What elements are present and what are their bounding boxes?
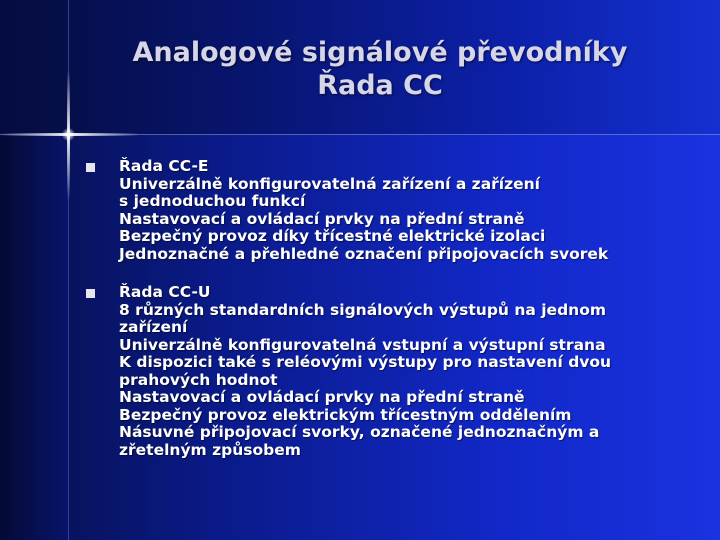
bullet-line: Násuvné připojovací svorky, označené jednoznačným a <box>119 423 600 441</box>
bullet-text <box>119 158 706 263</box>
bullet-item <box>86 284 706 459</box>
bullet-line: Univerzálně konfigurovatelná zařízení a zařízení <box>119 174 540 193</box>
bullet-line: Bezpečný provoz díky třícestné elektrické izolaci <box>119 227 546 245</box>
bullet-line: Řada CC-U <box>119 283 211 301</box>
slide-title <box>100 36 660 102</box>
bullet-line: 8 různých standardních signálových výstupů na jednom <box>119 300 606 319</box>
bullet-line: s jednoduchou funkcí <box>119 192 306 210</box>
bullet-line: zařízení <box>119 318 188 336</box>
bullet-line: K dispozici také s reléovými výstupy pro nastavení dvou <box>119 353 612 371</box>
slide-content <box>86 158 706 459</box>
bullet-line: Nastavovací a ovládací prvky na přední straně <box>119 388 525 406</box>
bullet-line: Řada CC-E <box>119 157 209 175</box>
bullet-item <box>86 158 706 263</box>
bullet-line: Univerzálně konfigurovatelná vstupní a výstupní strana <box>119 335 606 354</box>
slide-title-line: Analogové signálové převodníky <box>132 37 628 68</box>
bullet-line: Nastavovací a ovládací prvky na přední straně <box>119 209 525 228</box>
sparkle-icon <box>62 128 75 141</box>
left-margin-band <box>0 135 68 540</box>
bullet-line: Bezpečný provoz elektrickým třícestným oddělením <box>119 405 572 424</box>
slide-title-line: Řada CC <box>317 70 443 101</box>
bullet-line: zřetelným způsobem <box>119 440 301 459</box>
bullet-text <box>119 284 706 459</box>
bullet-line: prahových hodnot <box>119 370 278 389</box>
square-bullet-icon <box>86 163 95 172</box>
bullet-line: Jednoznačné a přehledné označení připojovacích svorek <box>119 244 609 263</box>
square-bullet-icon <box>86 289 95 298</box>
